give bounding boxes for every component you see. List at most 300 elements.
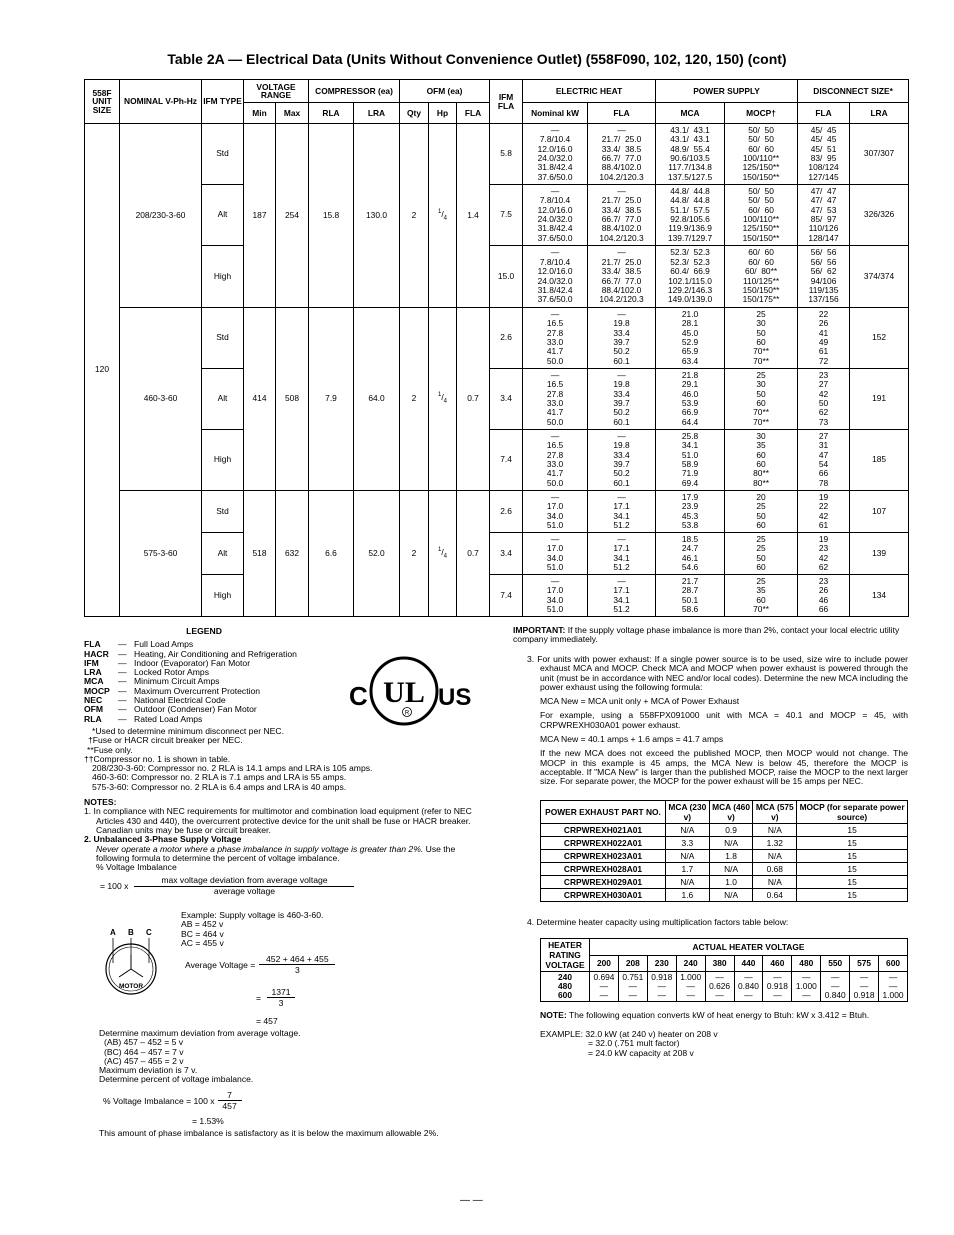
avg2-denominator: 3	[278, 998, 284, 1008]
pe-value: 15	[797, 824, 908, 837]
example2-line: = 32.0 (.751 mult factor)	[588, 1038, 680, 1049]
ifm-type-cell: High	[202, 430, 244, 491]
example-line: BC = 464 v	[181, 928, 224, 939]
pe-row	[541, 837, 908, 850]
heater-voltage-col: 230	[647, 955, 676, 972]
heater-factor-value: —	[599, 990, 609, 1000]
pvi-label: % Voltage Imbalance = 100 x	[103, 1095, 215, 1106]
table-row	[85, 575, 909, 617]
avg2-fraction	[267, 987, 295, 1008]
heater-rating-cell	[541, 972, 590, 1002]
ul-letters: UL	[383, 676, 425, 709]
note-2-warning: Never operate a motor where a phase imbalance in supply voltage is greater than 2%.	[96, 843, 424, 854]
footnote: 208/230-3-60: Compressor no. 2 RLA is 14.1 amps and LRA is 105 amps.	[92, 763, 373, 774]
example-line: AC = 455 v	[181, 937, 224, 948]
hp-numerator: 1	[437, 208, 442, 215]
heat-kw-cell: — 16.5 27.8 33.0 41.7 50.0	[523, 308, 588, 369]
electrical-data-table	[84, 79, 909, 617]
pe-value: N/A	[709, 863, 753, 876]
footnote: ††Compressor no. 1 is shown in table.	[84, 753, 231, 764]
heat-fla-cell: — 19.8 33.4 39.7 50.2 60.1	[588, 308, 656, 369]
mca-cell: 21.7 28.7 50.1 58.6	[656, 575, 725, 617]
mocp-paragraph: If the new MCA does not exceed the published MOCP, then MOCP would not change. The MOCP in this example is 45 amps, the MCA New is below 45, therefore the MOCP is acceptable. If "MCA New" is larger than the published MOCP, raise the MOCP to the next larger size. For separate power, the MOCP for the power exhaust will be 15 amps per NEC.	[540, 748, 908, 787]
ifm-fla-cell: 2.6	[490, 308, 523, 369]
heater-factor-value: —	[715, 990, 724, 1000]
col-qty: Qty	[400, 103, 429, 124]
pe-value: 1.8	[709, 850, 753, 863]
ofm-hp-cell: $^1/_4$	[429, 308, 457, 491]
ofm-qty-cell: 2	[400, 308, 429, 491]
ifm-type-cell: Alt	[202, 185, 244, 246]
ofm-hp-cell: $^1/_4$	[429, 124, 457, 308]
heater-factor-cell	[734, 972, 763, 1002]
ofm-qty-cell: 2	[400, 491, 429, 617]
heater-factor-value: —	[831, 972, 840, 982]
heater-factor-value: —	[773, 972, 782, 982]
mocp-cell: 50/ 50 50/ 50 60/ 60 100/110** 125/150** 150/150**	[725, 185, 798, 246]
footnote: 575-3-60: Compressor no. 2 RLA is 6.4 amps and LRA is 40 amps.	[92, 781, 347, 792]
note-btuh	[540, 1011, 908, 1020]
ifm-fla-cell: 7.4	[490, 575, 523, 617]
pe-value: 0.64	[753, 889, 797, 902]
motor-diagram	[96, 925, 166, 997]
avg-voltage-eq	[185, 954, 335, 975]
mocp-cell: 25 25 50 60	[725, 533, 798, 575]
ifm-fla-cell: 3.4	[490, 533, 523, 575]
ifm-fla-cell: 3.4	[490, 369, 523, 430]
heater-voltage-col: 440	[734, 955, 763, 972]
page-footer: — —	[460, 1195, 483, 1206]
pe-header: POWER EXHAUST PART NO.	[541, 801, 666, 824]
table-row	[85, 369, 909, 430]
heat-fla-cell: — 17.1 34.1 51.2	[588, 533, 656, 575]
pe-row	[541, 876, 908, 889]
heater-factor-value: 1.000	[795, 981, 817, 991]
legend-text: Rated Load Amps	[134, 713, 203, 724]
heater-rating-value: 480	[558, 981, 572, 991]
heater-voltage-col: 208	[618, 955, 647, 972]
compressor-rla-cell: 7.9	[309, 308, 354, 491]
legend-abbrev: HACR	[84, 648, 109, 659]
pvi-result: = 1.53%	[192, 1116, 224, 1126]
mca-cell: 17.9 23.9 45.3 53.8	[656, 491, 725, 533]
pe-value: 1.32	[753, 837, 797, 850]
voltage-min-cell: 187	[244, 124, 276, 308]
heater-factor-table	[540, 938, 908, 1002]
col-rla: RLA	[309, 103, 354, 124]
pe-row	[541, 824, 908, 837]
heater-factor-value: —	[628, 990, 638, 1000]
hp-numerator: 1	[437, 392, 442, 399]
heat-kw-cell: — 7.8/10.4 12.0/16.0 24.0/32.0 31.8/42.4 37.6/50.0	[523, 124, 588, 185]
ul-c: C	[349, 681, 368, 711]
pct-label: % Voltage Imbalance	[96, 862, 177, 873]
example-text: For example, using a 558FPX091000 unit with MCA = 40.1 and MOCP = 45, with CRPWREXH030A01 power exhaust.	[540, 710, 908, 730]
pe-value: N/A	[709, 889, 753, 902]
heater-factor-value: —	[715, 972, 724, 982]
ofm-qty-cell: 2	[400, 124, 429, 308]
avg-label: Average Voltage =	[185, 959, 256, 970]
terminal-b: B	[128, 928, 134, 937]
heater-factor-value: —	[628, 981, 638, 991]
ul-us: US	[438, 684, 472, 711]
heater-factor-value: 1.000	[680, 972, 702, 982]
example-line: AB = 452 v	[181, 919, 224, 930]
ifm-type-cell: Std	[202, 124, 244, 185]
ofm-fla-cell: 0.7	[457, 491, 490, 617]
example2-line: = 24.0 kW capacity at 208 v	[588, 1047, 694, 1058]
disconnect-lra-cell: 307/307	[850, 124, 909, 185]
heater-voltage-col: 600	[879, 955, 908, 972]
terminal-c: C	[146, 928, 152, 937]
heater-factor-cell	[850, 972, 879, 1002]
mocp-cell: 25 30 50 60 70** 70**	[725, 369, 798, 430]
footnote: 460-3-60: Compressor no. 2 RLA is 7.1 amps and LRA is 55 amps.	[92, 772, 347, 783]
heater-factor-value: —	[744, 972, 753, 982]
table-row	[85, 491, 909, 533]
ifm-type-cell: Alt	[202, 533, 244, 575]
formula-mca-new: MCA New = MCA unit only + MCA of Power Exhaust	[540, 696, 740, 707]
heater-factor-cell	[821, 972, 850, 1002]
pe-row	[541, 863, 908, 876]
pe-part-no: CRPWREXH021A01	[541, 824, 666, 837]
ifm-fla-cell: 5.8	[490, 124, 523, 185]
mocp-cell: 20 25 50 60	[725, 491, 798, 533]
pe-part-no: CRPWREXH022A01	[541, 837, 666, 850]
legend-title: LEGEND	[186, 626, 222, 636]
disconnect-fla-cell: 19 22 42 61	[798, 491, 850, 533]
pe-part-no: CRPWREXH028A01	[541, 863, 666, 876]
ofm-fla-cell: 1.4	[457, 124, 490, 308]
deviation-line: (BC) 464 – 457 = 7 v	[104, 1046, 184, 1057]
avg2-numerator: 1371	[267, 987, 295, 998]
heater-factor-value: 0.918	[853, 990, 875, 1000]
ifm-fla-cell: 2.6	[490, 491, 523, 533]
heater-voltage-col: 550	[821, 955, 850, 972]
heat-kw-cell: — 7.8/10.4 12.0/16.0 24.0/32.0 31.8/42.4 37.6/50.0	[523, 246, 588, 308]
heater-voltage-col: 240	[676, 955, 705, 972]
avg-fraction	[259, 954, 335, 975]
example-line: Example: Supply voltage is 460-3-60.	[181, 910, 324, 920]
pe-value: N/A	[666, 876, 710, 889]
pe-row	[541, 889, 908, 902]
col-ifm-fla: IFM FLA	[490, 80, 523, 124]
pe-value: 0.9	[709, 824, 753, 837]
mocp-cell: 60/ 60 60/ 60 60/ 80** 110/125** 150/150** 150/175**	[725, 246, 798, 308]
disconnect-lra-cell: 185	[850, 430, 909, 491]
deviation-line: Maximum deviation is 7 v.	[99, 1065, 198, 1076]
legend-abbrev: MOCP	[84, 685, 110, 696]
col-ofm-fla: FLA	[457, 103, 490, 124]
heater-factor-value: —	[802, 990, 811, 1000]
pe-value: N/A	[753, 824, 797, 837]
col-voltage-range: VOLTAGE RANGE	[244, 80, 309, 103]
col-power-supply: POWER SUPPLY	[656, 80, 798, 103]
note-2-heading: 2. Unbalanced 3-Phase Supply Voltage	[84, 834, 242, 845]
important-note	[513, 626, 908, 645]
heat-kw-cell: — 7.8/10.4 12.0/16.0 24.0/32.0 31.8/42.4 37.6/50.0	[523, 185, 588, 246]
legend-text: Locked Rotor Amps	[134, 667, 209, 678]
disconnect-lra-cell: 374/374	[850, 246, 909, 308]
compressor-lra-cell: 64.0	[354, 308, 400, 491]
hp-denominator: 4	[443, 398, 447, 405]
formula-denominator: average voltage	[213, 885, 276, 896]
ifm-type-cell: High	[202, 575, 244, 617]
col-mocp: MOCP†	[725, 103, 798, 124]
pe-header: MCA (460 v)	[709, 801, 753, 824]
formula-numerator: max voltage deviation from average voltage	[134, 876, 354, 886]
nominal-voltage-cell: 208/230-3-60	[120, 124, 202, 308]
col-mca: MCA	[656, 103, 725, 124]
formula-lhs: = 100 x	[100, 880, 129, 891]
mca-cell: 21.0 28.1 45.0 52.9 65.9 63.4	[656, 308, 725, 369]
legend-abbrev: OFM	[84, 704, 104, 715]
note-4: 4. Determine heater capacity using multiplication factors table below:	[527, 917, 789, 927]
pe-value: 1.0	[709, 876, 753, 889]
pe-value: N/A	[666, 850, 710, 863]
legend-text: Indoor (Evaporator) Fan Motor	[134, 657, 251, 668]
legend-abbrev: LRA	[84, 667, 102, 678]
pe-value: 15	[797, 850, 908, 863]
disconnect-fla-cell: 45/ 45 45/ 45 45/ 51 83/ 95 108/124 127/145	[798, 124, 850, 185]
heater-rating-value: 240	[558, 972, 572, 982]
heater-factor-value: —	[599, 981, 609, 991]
legend-dash: —	[118, 676, 127, 687]
deviation-line: Determine percent of voltage imbalance.	[99, 1074, 254, 1085]
pe-value: N/A	[753, 876, 797, 889]
heat-fla-cell: — 19.8 33.4 39.7 50.2 60.1	[588, 369, 656, 430]
legend-abbrev: MCA	[84, 676, 104, 687]
imbalance-formula	[84, 876, 480, 896]
avg-result: = 457	[256, 1016, 278, 1026]
heater-factor-cell	[763, 972, 792, 1002]
legend-text: National Electrical Code	[134, 695, 226, 706]
formula-fraction	[134, 876, 354, 896]
ul-listing-mark	[346, 653, 472, 733]
ifm-fla-cell: 7.5	[490, 185, 523, 246]
page-title: Table 2A — Electrical Data (Units Without Convenience Outlet) (558F090, 102, 120, 150) (cont)	[167, 51, 787, 67]
footnote: **Fuse only.	[87, 744, 133, 755]
note-text: The following equation converts kW of heat energy to Btuh: kW x 3.412 = Btuh.	[566, 1010, 870, 1020]
legend-text: Full Load Amps	[134, 639, 194, 650]
equals: =	[256, 992, 262, 1003]
pe-value: 15	[797, 889, 908, 902]
pe-part-no: CRPWREXH023A01	[541, 850, 666, 863]
pe-value: 1.6	[666, 889, 710, 902]
pe-header: MCA (575 v)	[753, 801, 797, 824]
heat-fla-cell: — 19.8 33.4 39.7 50.2 60.1	[588, 430, 656, 491]
heater-voltage-col: 200	[590, 955, 619, 972]
pe-header: MCA (230 v)	[666, 801, 710, 824]
heater-factor-value: —	[686, 981, 695, 991]
mca-cell: 21.8 29.1 46.0 53.9 66.9 64.4	[656, 369, 725, 430]
heater-rating-value: 600	[558, 990, 572, 1000]
pe-value: 0.68	[753, 863, 797, 876]
ifm-fla-cell: 15.0	[490, 246, 523, 308]
nominal-voltage-cell: 460-3-60	[120, 308, 202, 491]
legend-dash: —	[118, 713, 127, 724]
heater-factor-value: 0.840	[824, 990, 846, 1000]
col-lra: LRA	[354, 103, 400, 124]
heat-fla-cell: — 17.1 34.1 51.2	[588, 575, 656, 617]
disconnect-lra-cell: 326/326	[850, 185, 909, 246]
heat-kw-cell: — 16.5 27.8 33.0 41.7 50.0	[523, 369, 588, 430]
pe-value: N/A	[666, 824, 710, 837]
final-note: This amount of phase imbalance is satisfactory as it is below the maximum allowable 2%.	[99, 1128, 439, 1138]
heater-voltage-col: 380	[705, 955, 734, 972]
important-label: IMPORTANT:	[513, 625, 566, 635]
pe-value: 15	[797, 876, 908, 889]
col-nominal-kw: Nominal kW	[523, 103, 588, 124]
disconnect-fla-cell: 47/ 47 47/ 47 47/ 53 85/ 97 110/126 128/147	[798, 185, 850, 246]
mca-cell: 25.8 34.1 51.0 58.9 71.9 69.4	[656, 430, 725, 491]
disconnect-fla-cell: 23 26 46 66	[798, 575, 850, 617]
avg-voltage-eq2	[256, 987, 295, 1008]
unit-size-cell: 120	[85, 124, 120, 617]
heater-factor-value: 0.751	[622, 972, 644, 982]
heater-factor-value: —	[657, 981, 666, 991]
legend-text: Maximum Overcurrent Protection	[134, 685, 261, 696]
heater-factor-cell	[590, 972, 619, 1002]
heater-factor-cell	[792, 972, 821, 1002]
heater-factor-value: —	[802, 972, 811, 982]
deviation-block	[99, 1029, 301, 1085]
col-min: Min	[244, 103, 276, 124]
voltage-max-cell: 508	[276, 308, 309, 491]
note-1: 1. In compliance with NEC requirements for multimotor and combination load equipment (refer to NEC Articles 430 and 440), the overcurrent protective device for the unit shall be fuse or HACR breaker. Canadian units may be fuse or circuit breaker.	[84, 806, 472, 835]
heat-kw-cell: — 16.5 27.8 33.0 41.7 50.0	[523, 430, 588, 491]
col-nominal: NOMINAL V-Ph-Hz	[120, 80, 202, 124]
col-electric-heat: ELECTRIC HEAT	[523, 80, 656, 103]
col-disconnect: DISCONNECT SIZE*	[798, 80, 909, 103]
heater-factor-value: —	[686, 990, 695, 1000]
actual-voltage-header: ACTUAL HEATER VOLTAGE	[590, 939, 908, 956]
legend-dash: —	[118, 657, 127, 668]
col-unit-size: 558F UNIT SIZE	[85, 80, 120, 124]
legend-text: Heating, Air Conditioning and Refrigeration	[134, 648, 297, 659]
motor-label: MOTOR	[118, 983, 144, 990]
heater-factor-value: —	[744, 990, 753, 1000]
heater-factor-value: 0.626	[709, 981, 731, 991]
ul-registered: R	[404, 710, 410, 717]
voltage-min-cell: 518	[244, 491, 276, 617]
mocp-cell: 30 35 60 60 80** 80**	[725, 430, 798, 491]
ofm-hp-cell: $^1/_4$	[429, 491, 457, 617]
mca-cell: 52.3/ 52.3 52.3/ 52.3 60.4/ 66.9 102.1/115.0 129.2/146.3 149.0/139.0	[656, 246, 725, 308]
pe-value: 15	[797, 863, 908, 876]
heater-factor-cell	[705, 972, 734, 1002]
heater-factor-value: 0.694	[593, 972, 615, 982]
heater-factor-cell	[676, 972, 705, 1002]
hp-numerator: 1	[437, 546, 442, 553]
col-max: Max	[276, 103, 309, 124]
voltage-max-cell: 632	[276, 491, 309, 617]
legend-dash: —	[118, 667, 127, 678]
heat-fla-cell: — 21.7/ 25.0 33.4/ 38.5 66.7/ 77.0 88.4/102.0 104.2/120.3	[588, 124, 656, 185]
heater-factor-value: 0.918	[651, 972, 673, 982]
disconnect-fla-cell: 23 27 42 50 62 73	[798, 369, 850, 430]
nominal-voltage-cell: 575-3-60	[120, 491, 202, 617]
legend-abbrev: RLA	[84, 713, 102, 724]
compressor-rla-cell: 15.8	[309, 124, 354, 308]
heat-kw-cell: — 17.0 34.0 51.0	[523, 575, 588, 617]
pvi-numerator: 7	[218, 1090, 242, 1101]
legend-abbrev: FLA	[84, 639, 101, 650]
pvi-formula	[103, 1090, 242, 1111]
col-ifm-type: IFM TYPE	[202, 80, 244, 124]
heater-factor-value: —	[773, 990, 782, 1000]
heater-factor-value: —	[888, 981, 898, 991]
disconnect-lra-cell: 191	[850, 369, 909, 430]
heater-factor-value: 1.000	[882, 990, 904, 1000]
disconnect-fla-cell: 19 23 42 62	[798, 533, 850, 575]
mocp-cell: 25 35 60 70**	[725, 575, 798, 617]
pe-value: N/A	[753, 850, 797, 863]
footnote: *Used to determine minimum disconnect per NEC.	[92, 725, 285, 736]
table-row	[85, 533, 909, 575]
hp-denominator: 4	[443, 553, 447, 560]
example2-line: EXAMPLE: 32.0 kW (at 240 v) heater on 208 v	[540, 1029, 718, 1039]
power-exhaust-table	[540, 800, 908, 902]
mocp-cell: 50/ 50 50/ 50 60/ 60 100/110** 125/150** 150/150**	[725, 124, 798, 185]
disconnect-lra-cell: 134	[850, 575, 909, 617]
formula-result: MCA New = 40.1 amps + 1.6 amps = 41.7 amps	[540, 734, 724, 745]
pe-value: 15	[797, 837, 908, 850]
mca-cell: 44.8/ 44.8 44.8/ 44.8 51.1/ 57.5 92.8/105.6 119.9/136.9 139.7/129.7	[656, 185, 725, 246]
col-disc-fla: FLA	[798, 103, 850, 124]
notes	[84, 798, 480, 896]
col-ofm: OFM (ea)	[400, 80, 490, 103]
note-3	[527, 655, 908, 787]
terminal-a: A	[110, 928, 116, 937]
heater-factor-value: —	[831, 981, 840, 991]
heater-voltage-col: 460	[763, 955, 792, 972]
ifm-type-cell: Std	[202, 491, 244, 533]
compressor-lra-cell: 130.0	[354, 124, 400, 308]
heater-factor-value: 0.918	[766, 981, 788, 991]
pvi-fraction	[218, 1090, 242, 1111]
heat-kw-cell: — 17.0 34.0 51.0	[523, 491, 588, 533]
table-row	[85, 246, 909, 308]
ifm-fla-cell: 7.4	[490, 430, 523, 491]
heater-factor-cell	[618, 972, 647, 1002]
col-disc-lra: LRA	[850, 103, 909, 124]
example-2	[540, 1030, 908, 1058]
heater-voltage-col: 575	[850, 955, 879, 972]
legend-dash: —	[118, 695, 127, 706]
mca-cell: 43.1/ 43.1 43.1/ 43.1 48.9/ 55.4 90.6/103.5 117.7/134.8 137.5/127.5	[656, 124, 725, 185]
mocp-cell: 25 30 50 60 70** 70**	[725, 308, 798, 369]
ofm-fla-cell: 0.7	[457, 308, 490, 491]
col-hp: Hp	[429, 103, 457, 124]
ifm-type-cell: High	[202, 246, 244, 308]
heat-fla-cell: — 21.7/ 25.0 33.4/ 38.5 66.7/ 77.0 88.4/102.0 104.2/120.3	[588, 246, 656, 308]
legend-abbrev: IFM	[84, 657, 99, 668]
avg-denominator: 3	[294, 965, 300, 975]
disconnect-fla-cell: 27 31 47 54 66 78	[798, 430, 850, 491]
compressor-rla-cell: 6.6	[309, 491, 354, 617]
avg-numerator: 452 + 464 + 455	[259, 954, 335, 965]
disconnect-lra-cell: 107	[850, 491, 909, 533]
voltage-min-cell: 414	[244, 308, 276, 491]
heater-factor-cell	[879, 972, 908, 1002]
legend-text: Outdoor (Condenser) Fan Motor	[134, 704, 257, 715]
compressor-lra-cell: 52.0	[354, 491, 400, 617]
heat-kw-cell: — 17.0 34.0 51.0	[523, 533, 588, 575]
pe-part-no: CRPWREXH029A01	[541, 876, 666, 889]
disconnect-lra-cell: 152	[850, 308, 909, 369]
deviation-line: (AC) 457 – 455 = 2 v	[104, 1055, 184, 1066]
